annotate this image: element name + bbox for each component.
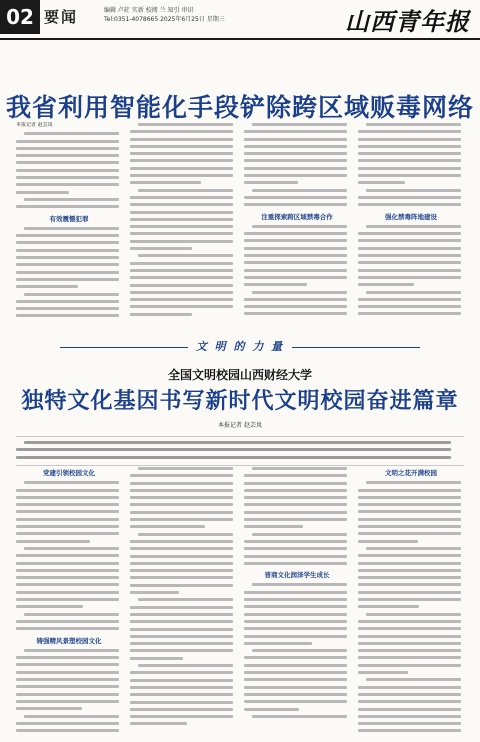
text-line (358, 480, 464, 487)
text-line (16, 255, 122, 262)
article1-subhead-1: 有效震慑犯罪 (49, 214, 89, 223)
text-line (244, 195, 350, 202)
text-line (130, 275, 236, 282)
text-line (130, 151, 236, 158)
text-line (130, 488, 236, 495)
text-line (244, 466, 350, 473)
article2-subhead-1: 党建引领校园文化 (43, 469, 95, 477)
text-line (16, 677, 122, 684)
text-line (130, 590, 236, 597)
newspaper-logo: 山西青年报 (345, 7, 470, 36)
text-line (358, 268, 464, 275)
text-line (130, 714, 236, 721)
text-line (244, 275, 350, 282)
section-name: 要闻 (44, 8, 79, 26)
text-line (130, 188, 236, 195)
text-line (358, 619, 464, 626)
text-line (16, 455, 464, 462)
text-line (130, 670, 236, 677)
text-line (244, 238, 350, 245)
text-line (358, 137, 464, 144)
text-line (16, 728, 122, 735)
text-line (130, 663, 236, 670)
text-line (358, 304, 464, 311)
text-line (16, 233, 122, 240)
text-line (358, 253, 464, 260)
text-line (16, 604, 122, 611)
text-line (358, 282, 464, 289)
text-line (244, 202, 350, 209)
article1-col-1 (16, 122, 122, 327)
text-line (16, 277, 122, 284)
text-line (130, 510, 236, 517)
article1-col-3 (244, 122, 350, 327)
text-line (244, 539, 350, 546)
text-line (358, 714, 464, 721)
text-line (244, 604, 350, 611)
text-line (358, 561, 464, 568)
text-line (358, 180, 464, 187)
text-line (244, 253, 350, 260)
text-line (358, 685, 464, 692)
text-line (130, 231, 236, 238)
text-line (358, 517, 464, 524)
text-line (244, 158, 350, 165)
text-line (358, 728, 464, 735)
text-line (130, 210, 236, 217)
text-line (244, 619, 350, 626)
text-line (244, 677, 350, 684)
text-line (244, 282, 350, 289)
text-line (244, 297, 350, 304)
text-line (358, 144, 464, 151)
text-line (244, 692, 350, 699)
text-line (244, 648, 350, 655)
text-line (358, 231, 464, 238)
text-line (130, 634, 236, 641)
text-line (130, 297, 236, 304)
text-line (16, 153, 122, 160)
text-line (16, 131, 122, 138)
text-line (358, 224, 464, 231)
text-line (244, 231, 350, 238)
text-line (16, 495, 122, 502)
text-line (244, 517, 350, 524)
text-line (16, 517, 122, 524)
text-line (16, 299, 122, 306)
text-line (16, 648, 122, 655)
article2-headline: 独特文化基因书写新时代文明校园奋进篇章 (21, 389, 459, 414)
text-line (130, 554, 236, 561)
text-line (130, 641, 236, 648)
text-line (358, 275, 464, 282)
text-line (16, 248, 122, 255)
text-line (16, 553, 122, 560)
article1-byline: 本报记者 赵芸岚 (16, 122, 53, 128)
text-line (358, 158, 464, 165)
text-line (244, 488, 350, 495)
text-line (16, 197, 122, 204)
text-line (358, 582, 464, 589)
text-line (244, 495, 350, 502)
text-line (130, 678, 236, 685)
text-line (358, 699, 464, 706)
text-line (16, 139, 122, 146)
text-line (130, 605, 236, 612)
text-line (130, 253, 236, 260)
text-line (244, 268, 350, 275)
text-line (244, 714, 350, 721)
text-line (130, 619, 236, 626)
text-line (130, 532, 236, 539)
text-line (16, 568, 122, 575)
text-line (244, 137, 350, 144)
article1-subhead-3: 注重探索跨区域禁毒合作 (261, 212, 333, 221)
text-line (130, 517, 236, 524)
text-line (358, 539, 464, 546)
text-line (130, 129, 236, 136)
text-line (358, 173, 464, 180)
text-line (244, 590, 350, 597)
text-line (16, 160, 122, 167)
text-line (358, 612, 464, 619)
text-line (244, 597, 350, 604)
text-line (130, 721, 236, 728)
text-line (16, 531, 122, 538)
text-line (130, 495, 236, 502)
text-line (16, 440, 464, 447)
article1-col-4 (358, 122, 464, 327)
text-line (16, 168, 122, 175)
text-line (358, 575, 464, 582)
text-line (358, 604, 464, 611)
text-line (244, 670, 350, 677)
article1-col-2 (130, 122, 236, 327)
text-line (358, 692, 464, 699)
text-line (130, 612, 236, 619)
text-line (130, 144, 236, 151)
text-line (16, 313, 122, 320)
masthead-bar (0, 0, 480, 40)
text-line (130, 597, 236, 604)
text-line (358, 531, 464, 538)
text-line (358, 509, 464, 516)
text-line (130, 524, 236, 531)
text-line (358, 634, 464, 641)
text-line (130, 158, 236, 165)
text-line (130, 246, 236, 253)
text-line (244, 561, 350, 568)
text-line (16, 699, 122, 706)
text-line (130, 539, 236, 546)
text-line (358, 151, 464, 158)
text-line (358, 188, 464, 195)
text-line (16, 590, 122, 597)
text-line (16, 597, 122, 604)
text-line (16, 292, 122, 299)
text-line (244, 260, 350, 267)
text-line (358, 590, 464, 597)
text-line (16, 582, 122, 589)
text-line (130, 180, 236, 187)
article2-col-2 (130, 466, 236, 736)
header-meta (104, 6, 225, 24)
text-line (358, 202, 464, 209)
text-line (244, 532, 350, 539)
text-line (244, 510, 350, 517)
text-line (130, 239, 236, 246)
text-line (244, 655, 350, 662)
text-line (244, 166, 350, 173)
text-line (16, 612, 122, 619)
text-line (16, 670, 122, 677)
article1-body (16, 122, 464, 327)
text-line (244, 304, 350, 311)
text-line (130, 261, 236, 268)
text-line (358, 502, 464, 509)
text-line (130, 692, 236, 699)
text-line (358, 297, 464, 304)
text-line (358, 246, 464, 253)
text-line (244, 524, 350, 531)
text-line (358, 166, 464, 173)
text-line (244, 582, 350, 589)
text-line (130, 195, 236, 202)
text-line (16, 575, 122, 582)
text-line (16, 204, 122, 211)
text-line (244, 151, 350, 158)
text-line (130, 217, 236, 224)
text-line (358, 238, 464, 245)
band-label-wrap (0, 335, 480, 354)
text-line (16, 480, 122, 487)
text-line (358, 122, 464, 129)
text-line (358, 663, 464, 670)
band-label: 文 明 的 力 量 (188, 340, 292, 353)
text-line (358, 626, 464, 633)
text-line (130, 583, 236, 590)
text-line (244, 626, 350, 633)
text-line (244, 473, 350, 480)
text-line (244, 699, 350, 706)
text-line (130, 312, 236, 319)
text-line (16, 626, 122, 633)
text-line (16, 524, 122, 531)
text-line (244, 224, 350, 231)
text-line (130, 304, 236, 311)
article2-subhead-2: 晋商文化润泽学生成长 (264, 571, 330, 580)
text-line (16, 655, 122, 662)
text-line (244, 612, 350, 619)
text-line (130, 268, 236, 275)
text-line (358, 655, 464, 662)
text-line (244, 502, 350, 509)
text-line (358, 707, 464, 714)
text-line (16, 146, 122, 153)
text-line (358, 568, 464, 575)
text-line (16, 619, 122, 626)
date-line: Tel:0351-4078665 2025年6月25日 星期三 (104, 16, 225, 23)
text-line (16, 546, 122, 553)
text-line (16, 684, 122, 691)
text-line (130, 466, 236, 473)
article1-headline: 我省利用智能化手段铲除跨区域贩毒网络 (5, 93, 474, 122)
text-line (244, 188, 350, 195)
text-line (16, 502, 122, 509)
text-line (244, 144, 350, 151)
text-line (16, 561, 122, 568)
text-line (244, 641, 350, 648)
text-line (130, 561, 236, 568)
text-line (244, 311, 350, 318)
text-line (130, 166, 236, 173)
text-line (244, 663, 350, 670)
text-line (130, 224, 236, 231)
text-line (130, 568, 236, 575)
text-line (16, 706, 122, 713)
article2-kicker: 全国文明校园山西财经大学 (167, 368, 312, 382)
section-band (0, 335, 480, 353)
article2-col-4 (358, 466, 464, 736)
text-line (244, 546, 350, 553)
text-line (358, 546, 464, 553)
text-line (16, 714, 122, 721)
text-line (16, 539, 122, 546)
text-line (130, 546, 236, 553)
text-line (244, 173, 350, 180)
text-line (130, 685, 236, 692)
text-line (16, 190, 122, 197)
text-line (130, 283, 236, 290)
article2-body (16, 466, 464, 736)
text-line (16, 306, 122, 313)
text-line (16, 284, 122, 291)
text-line (244, 685, 350, 692)
text-line (16, 447, 464, 454)
text-line (16, 226, 122, 233)
text-line (244, 129, 350, 136)
text-line (130, 173, 236, 180)
text-line (130, 473, 236, 480)
text-line (130, 700, 236, 707)
text-line (358, 553, 464, 560)
text-line (358, 648, 464, 655)
text-line (358, 195, 464, 202)
text-line (130, 290, 236, 297)
text-line (130, 575, 236, 582)
text-line (130, 648, 236, 655)
article2-byline: 本报记者 赵芸岚 (218, 422, 262, 429)
text-line (244, 122, 350, 129)
text-line (244, 481, 350, 488)
text-line (358, 311, 464, 318)
text-line (16, 662, 122, 669)
text-line (358, 677, 464, 684)
text-line (358, 597, 464, 604)
text-line (16, 509, 122, 516)
text-line (244, 180, 350, 187)
text-line (16, 175, 122, 182)
article1-subhead-2: 强化禁毒阵地建设 (385, 212, 437, 221)
text-line (130, 627, 236, 634)
text-line (244, 634, 350, 641)
text-line (130, 481, 236, 488)
text-line (130, 502, 236, 509)
text-line (244, 707, 350, 714)
text-line (130, 656, 236, 663)
text-line (16, 721, 122, 728)
text-line (244, 290, 350, 297)
text-line (16, 240, 122, 247)
text-line (244, 554, 350, 561)
text-line (358, 524, 464, 531)
article2-col-1 (16, 466, 122, 736)
article2-subhead-3: 文明之花开满校园 (385, 469, 437, 477)
text-line (130, 122, 236, 129)
text-line (16, 270, 122, 277)
text-line (16, 262, 122, 269)
text-line (130, 202, 236, 209)
text-line (358, 670, 464, 677)
article2-subhead-4: 铸强精风景塑校园文化 (36, 636, 102, 645)
article2-lead (16, 436, 464, 466)
article2-col-3 (244, 466, 350, 736)
text-line (130, 707, 236, 714)
text-line (16, 182, 122, 189)
text-line (16, 488, 122, 495)
page-number: 02 (0, 0, 40, 34)
text-line (244, 246, 350, 253)
text-line (358, 290, 464, 297)
editor-line: 编辑 卢荭 实新 校阅 兰 知引 审识 (104, 7, 194, 14)
text-line (358, 641, 464, 648)
text-line (358, 721, 464, 728)
text-line (358, 129, 464, 136)
text-line (16, 692, 122, 699)
text-line (358, 260, 464, 267)
text-line (358, 495, 464, 502)
text-line (130, 137, 236, 144)
text-line (358, 488, 464, 495)
